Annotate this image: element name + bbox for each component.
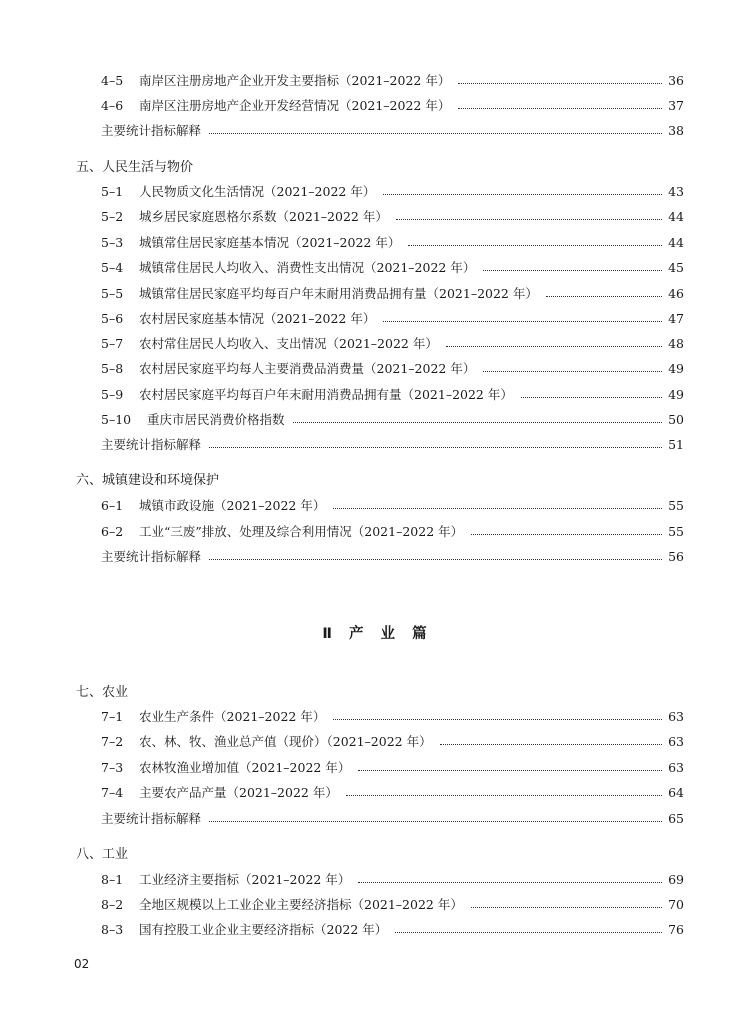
entry-title: 主要统计指标解释 <box>101 123 202 138</box>
toc-entry[interactable] <box>101 259 684 277</box>
entry-code: 5–4 <box>101 260 124 275</box>
toc-entry[interactable] <box>101 208 684 226</box>
toc-entry[interactable] <box>101 72 684 90</box>
entry-title: 城乡居民家庭恩格尔系数（2021–2022 年） <box>139 209 388 224</box>
entry-page-number: 49 <box>668 387 684 402</box>
entry-title: 城镇常住居民人均收入、消费性支出情况（2021–2022 年） <box>139 260 476 275</box>
entry-page-number: 64 <box>668 785 684 800</box>
entry-page-number: 38 <box>668 123 684 138</box>
entry-title: 农村居民家庭平均每百户年末耐用消费品拥有量（2021–2022 年） <box>139 387 513 402</box>
toc-entry[interactable] <box>101 708 684 726</box>
toc-entry[interactable] <box>101 386 684 404</box>
toc-entry[interactable] <box>101 97 684 115</box>
entry-title: 城镇市政设施（2021–2022 年） <box>139 498 326 513</box>
toc-entry[interactable] <box>101 234 684 252</box>
entry-title: 主要统计指标解释 <box>101 437 202 452</box>
entry-code: 5–6 <box>101 311 124 326</box>
entry-code: 6–1 <box>101 498 124 513</box>
toc-entry[interactable] <box>101 335 684 353</box>
dot-leader <box>483 370 662 372</box>
entry-page-number: 36 <box>668 73 684 88</box>
toc-entry[interactable] <box>101 497 684 515</box>
entry-code: 6–2 <box>101 524 124 539</box>
entry-title: 工业经济主要指标（2021–2022 年） <box>139 872 351 887</box>
page-number: 02 <box>74 957 90 971</box>
section-title: 八、工业 <box>76 847 129 862</box>
toc-section-heading <box>76 472 219 490</box>
dot-leader <box>440 743 662 745</box>
entry-title: 农村居民家庭平均每人主要消费品消费量（2021–2022 年） <box>139 361 476 376</box>
toc-entry[interactable] <box>101 759 684 777</box>
dot-leader <box>458 107 662 109</box>
toc-section-heading <box>76 684 128 702</box>
entry-code: 8–1 <box>101 872 124 887</box>
entry-page-number: 49 <box>668 361 684 376</box>
toc-entry[interactable] <box>101 784 684 802</box>
dot-leader <box>346 794 662 796</box>
dot-leader <box>458 82 662 84</box>
toc-entry[interactable] <box>101 122 684 140</box>
entry-page-number: 46 <box>668 286 684 301</box>
entry-page-number: 65 <box>668 811 684 826</box>
dot-leader <box>471 906 662 908</box>
entry-title: 工业“三废”排放、处理及综合利用情况（2021–2022 年） <box>139 524 464 539</box>
entry-code: 8–3 <box>101 922 124 937</box>
entry-page-number: 55 <box>668 498 684 513</box>
entry-code: 7–4 <box>101 785 124 800</box>
dot-leader <box>383 193 662 195</box>
entry-page-number: 37 <box>668 98 684 113</box>
dot-leader <box>358 881 662 883</box>
toc-entry[interactable] <box>101 896 684 914</box>
entry-page-number: 63 <box>668 760 684 775</box>
toc-entry[interactable] <box>101 733 684 751</box>
dot-leader <box>293 421 662 423</box>
entry-title: 主要统计指标解释 <box>101 811 202 826</box>
section-title: 七、农业 <box>76 685 129 700</box>
entry-code: 5–5 <box>101 286 124 301</box>
dot-leader <box>333 507 662 509</box>
entry-page-number: 43 <box>668 184 684 199</box>
entry-title: 全地区规模以上工业企业主要经济指标（2021–2022 年） <box>139 897 463 912</box>
entry-code: 5–2 <box>101 209 124 224</box>
toc-section-heading <box>76 846 128 864</box>
section-title: 六、城镇建设和环境保护 <box>76 473 220 488</box>
entry-page-number: 70 <box>668 897 684 912</box>
entry-code: 4–6 <box>101 98 124 113</box>
dot-leader <box>483 269 662 271</box>
entry-code: 7–2 <box>101 734 124 749</box>
dot-leader <box>446 345 662 347</box>
toc-entry[interactable] <box>101 810 684 828</box>
entry-page-number: 56 <box>668 549 684 564</box>
part-title: Ⅱ 产 业 篇 <box>322 626 433 642</box>
entry-page-number: 69 <box>668 872 684 887</box>
dot-leader <box>209 132 662 134</box>
section-title: 五、人民生活与物价 <box>76 160 194 175</box>
entry-page-number: 47 <box>668 311 684 326</box>
entry-code: 5–7 <box>101 336 124 351</box>
entry-title: 国有控股工业企业主要经济指标（2022 年） <box>139 922 388 937</box>
dot-leader <box>383 320 662 322</box>
toc-entry[interactable] <box>101 360 684 378</box>
entry-title: 南岸区注册房地产企业开发经营情况（2021–2022 年） <box>139 98 451 113</box>
toc-section-heading <box>76 159 193 177</box>
toc-entry[interactable] <box>101 183 684 201</box>
entry-code: 5–1 <box>101 184 124 199</box>
entry-page-number: 44 <box>668 209 684 224</box>
toc-entry[interactable] <box>101 310 684 328</box>
dot-leader <box>408 244 662 246</box>
dot-leader <box>209 446 662 448</box>
dot-leader <box>209 820 662 822</box>
entry-page-number: 44 <box>668 235 684 250</box>
entry-code: 7–1 <box>101 709 124 724</box>
entry-title: 人民物质文化生活情况（2021–2022 年） <box>139 184 376 199</box>
entry-page-number: 63 <box>668 734 684 749</box>
entry-page-number: 63 <box>668 709 684 724</box>
toc-entry[interactable] <box>101 921 684 939</box>
entry-page-number: 50 <box>668 412 684 427</box>
entry-code: 7–3 <box>101 760 124 775</box>
entry-title: 农村居民家庭基本情况（2021–2022 年） <box>139 311 376 326</box>
toc-entry[interactable] <box>101 871 684 889</box>
entry-title: 城镇常住居民家庭基本情况（2021–2022 年） <box>139 235 401 250</box>
entry-code: 5–10 <box>101 412 132 427</box>
toc-entry[interactable] <box>101 436 684 454</box>
entry-page-number: 45 <box>668 260 684 275</box>
entry-title: 农村常住居民人均收入、支出情况（2021–2022 年） <box>139 336 438 351</box>
entry-page-number: 76 <box>668 922 684 937</box>
entry-title: 农林牧渔业增加值（2021–2022 年） <box>139 760 351 775</box>
entry-page-number: 55 <box>668 524 684 539</box>
entry-page-number: 51 <box>668 437 684 452</box>
entry-page-number: 48 <box>668 336 684 351</box>
entry-code: 5–3 <box>101 235 124 250</box>
entry-code: 4–5 <box>101 73 124 88</box>
entry-title: 重庆市居民消费价格指数 <box>147 412 285 427</box>
toc-entry[interactable] <box>101 285 684 303</box>
dot-leader <box>333 718 662 720</box>
entry-title: 南岸区注册房地产企业开发主要指标（2021–2022 年） <box>139 73 451 88</box>
dot-leader <box>546 295 662 297</box>
entry-code: 5–9 <box>101 387 124 402</box>
entry-title: 农、林、牧、渔业总产值（现价）（2021–2022 年） <box>139 734 432 749</box>
entry-title: 农业生产条件（2021–2022 年） <box>139 709 326 724</box>
toc-entry[interactable] <box>101 523 684 541</box>
dot-leader <box>358 769 662 771</box>
dot-leader <box>396 218 662 220</box>
entry-code: 5–8 <box>101 361 124 376</box>
entry-title: 主要统计指标解释 <box>101 549 202 564</box>
entry-title: 主要农产品产量（2021–2022 年） <box>139 785 338 800</box>
dot-leader <box>209 558 662 560</box>
dot-leader <box>521 396 662 398</box>
entry-code: 8–2 <box>101 897 124 912</box>
dot-leader <box>395 931 662 933</box>
dot-leader <box>471 533 662 535</box>
toc-entry[interactable] <box>101 548 684 566</box>
entry-title: 城镇常住居民家庭平均每百户年末耐用消费品拥有量（2021–2022 年） <box>139 286 538 301</box>
toc-entry[interactable] <box>101 411 684 429</box>
